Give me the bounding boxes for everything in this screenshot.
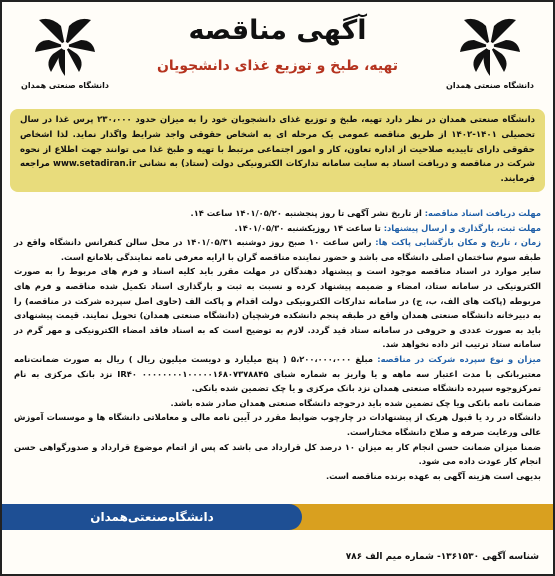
university-banner	[2, 504, 553, 530]
procedure-paragraph: سایر موارد در اسناد مناقصه موجود است و پیشنهاد دهندگان در مهلت مقرر باید کلیه اسناد و فرم های مربوط را به صورت الکترونیکی در سامانه ستاد، امضاء و ضمیمه پیشنهاد کرده و نسبت به ثبت و بارگذاری اسناد تکمیل شده مناقصه و فرم های مربوطه (پاکت های الف، ب، ج) در سامانه تدارکات الکترونیکی دولت اقدام و پاکت الف (حاوی اصل سپرده شرکت در مناقصه) را به دبیرخانه دانشگاه صنعتی همدان واقع در طبقه پنجم دانشکده فرشچیان (دانشگاه صنعتی همدان) تحویل نمایند. قیمت پیشنهادی باید به صورت عددی و حروفی در سامانه ستاد قید گردد. لازم به توضیح است که به اسناد فاقد امضاء الکترونیکی و مهر گرم در سامانه ستاد ترتیب اثر داده نخواهد شد.	[14, 266, 541, 350]
deadline-text: از تاریخ نشر آگهی تا روز پنجشنبه ۱۴۰۱/۰۵/۲۰ ساعت ۱۴.	[190, 208, 422, 218]
submit-text: تا ساعت ۱۴ روزیکشنبه ۱۴۰۱/۰۵/۳۰.	[234, 222, 381, 233]
university-logo-right	[435, 12, 545, 90]
notice-footer: شناسه آگهی ۱۳۶۱۵۳۰- شماره میم الف ۷۸۶	[345, 552, 539, 562]
logo-caption-left: دانشگاه صنعتی همدان	[21, 81, 109, 90]
deposit-label: میزان و نوع سپرده شرکت در مناقصه:	[377, 353, 541, 364]
university-emblem-icon	[456, 12, 524, 80]
deadline-label: مهلت دریافت اسناد مناقصه:	[424, 208, 541, 218]
cost-paragraph: بدیهی است هزینه آگهی به عهده برنده مناقصه است.	[325, 470, 541, 481]
guarantee-paragraph: ضمانت نامه بانکی ویا چک تضمین شده باید درحوجه دانشگاه صنعتی همدان صادر شده باشد.	[170, 397, 541, 408]
notice-body	[14, 206, 541, 483]
submit-line	[14, 221, 541, 236]
opening-line	[14, 235, 541, 264]
deposit-line	[14, 352, 541, 396]
notice-title: آگهی مناقصه	[188, 15, 367, 46]
intro-text: دانشگاه صنعتی همدان در نظر دارد تهیه، طبخ و توزیع غذای دانشجویان خود را به میزان حدود ۲۳۰،۰۰۰ پرس غذا در سال تحصیلی ۱۴۰۱-۱۴۰۲ از طریق مناقصه عمومی یک مرحله ای به اشخاص حقوقی واجد شرایط واگذار نماید. لذا اشخاص حقوقی دارای تاییدیه صلاحیت از اداره تعاون، کار و امور اجتماعی مرتبط با تهیه و طبخ غذا می توانند جهت اطلاع از نحوه شرکت در مناقصه و دریافت اسناد به سایت سامانه تدارکات الکترونیکی دولت (ستاد) به نشانی www.setadiran.ir مراجعه فرمایند.	[20, 115, 535, 185]
logo-caption-right: دانشگاه صنعتی همدان	[446, 81, 534, 90]
opening-text: راس ساعت ۱۰ صبح روز دوشنبه ۱۴۰۱/۰۵/۳۱ در محل سالن کنفرانس دانشگاه واقع در طبقه سوم ساختمان اصلی دانشگاه می باشد و حضور نماینده مناقصه گران با ارایه معرفی نامه نمایندگی بلامانع است.	[14, 237, 541, 262]
notice-subtitle: تهیه، طبخ و توزیع غذای دانشجویان	[156, 58, 399, 74]
deposit-text: مبلغ ۵،۲۰۰،۰۰۰،۰۰۰ ( پنج میلیارد و دویست میلیون ریال ) ریال به صورت ضمانت‌نامه معتبربانکی با مدت اعتبار سه ماهه و یا واریز به شماره شبای ۰۰۰۰۰۰۰۰۱۰۰۰۰۰۱۶۸۰۷۳۷۸۸۴۵ IR۴۰ نزد بانک مرکزی به نام تمرکزوجوه سپرده دانشگاه صنعتی همدان نزد بانک مرکزی و یا چک تضمین شده بانکی.	[14, 353, 541, 394]
university-logo-left	[10, 12, 120, 90]
rights-paragraph: دانشگاه در رد یا قبول هریک از پیشنهادات در چارچوب ضوابط مقرر در آیین نامه مالی و معاملاتی دانشگاه ها و موسسات آموزش عالی ورعایت صرفه و صلاح دانشگاه مختاراست.	[14, 412, 541, 437]
deadline-line	[14, 206, 541, 221]
intro-box	[10, 109, 545, 192]
university-emblem-icon	[31, 12, 99, 80]
opening-label: زمان ، تاریخ و مکان بازگشایی پاکت ها:	[375, 237, 542, 248]
university-banner-label: دانشگاه‌صنعتی‌همدان	[2, 504, 302, 530]
performance-paragraph: ضمنا میزان ضمانت حسن انجام کار به میزان ۱۰ درصد کل قرارداد می باشد که پس از اتمام موضوع قرارداد و صدورگواهی حسن انجام کار عودت داده می شود.	[14, 441, 541, 467]
submit-label: مهلت ثبت، بارگذاری و ارسال پیشنهاد:	[383, 222, 541, 233]
